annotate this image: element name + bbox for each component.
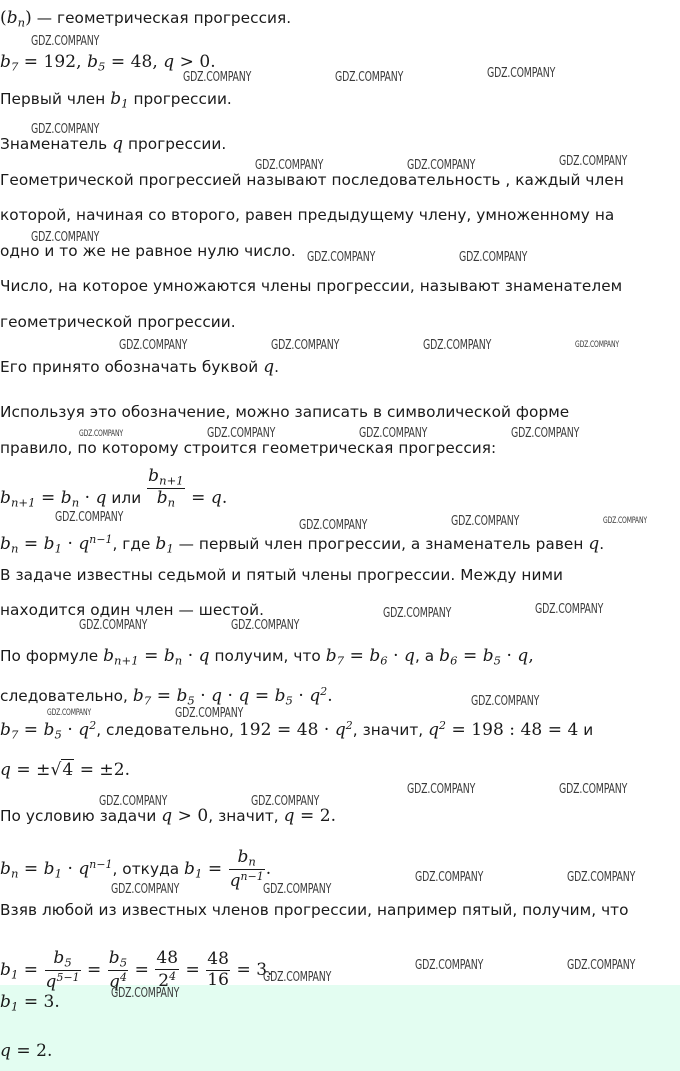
watermark: GDZ.COMPANY <box>263 882 332 897</box>
symbolic-line-2: правило, по которому строится геометрическая прогрессия: <box>0 439 497 457</box>
watermark: GDZ.COMPANY <box>175 706 244 721</box>
first-term-expression: $b_n = b_1 \cdot q^{n-1}$, откуда $b_1$ = $\frac{b_n}{q^{n-1}}$ . <box>0 847 272 891</box>
definition-line-3: одно и то же не равное нулю число. <box>0 242 296 260</box>
answer-box <box>0 985 680 1071</box>
watermark: GDZ.COMPANY <box>31 230 100 245</box>
watermark: GDZ.COMPANY <box>383 606 452 621</box>
substitution-line: $b_7 = b_5 \cdot q^2$, следовательно, $192 = 48 \cdot q^2$, значит, $q^2 = 198$ : 48 = 4 и <box>0 719 594 742</box>
b1-fraction: $\frac{b_n}{q^{n-1}}$ <box>229 847 264 891</box>
therefore-line: следовательно, $b_7 = b_5 \cdot q \cdot q = b_5 \cdot q^2$. <box>0 685 333 708</box>
watermark: GDZ.COMPANY <box>263 970 332 985</box>
watermark: GDZ.COMPANY <box>487 66 556 81</box>
watermark: GDZ.COMPANY <box>111 882 180 897</box>
q-roots: q = ±√4 = ±2. <box>0 760 131 780</box>
final-calculation: $b_1$ = $\frac{b_5}{q^{5-1}}$ = $\frac{b_5}{q^4}$ = $\frac{48}{2^4}$ = $\frac{48}{16}$ = 3. <box>0 948 273 992</box>
condition-line: По условию задачи q > 0, значит, q = 2. <box>0 806 337 826</box>
watermark: GDZ.COMPANY <box>567 870 636 885</box>
watermark: GDZ.COMPANY <box>559 782 628 797</box>
watermark: GDZ.COMPANY <box>511 426 580 441</box>
watermark: GDZ.COMPANY <box>47 708 91 718</box>
given-values: $b_7 = 192$, $b_5 = 48$, q > 0. <box>0 52 216 74</box>
watermark: GDZ.COMPANY <box>255 158 324 173</box>
watermark: GDZ.COMPANY <box>335 70 404 85</box>
watermark: GDZ.COMPANY <box>231 618 300 633</box>
watermark: GDZ.COMPANY <box>31 122 100 137</box>
watermark: GDZ.COMPANY <box>111 986 180 1001</box>
find-ratio: Знаменатель q прогрессии. <box>0 134 227 154</box>
watermark: GDZ.COMPANY <box>307 250 376 265</box>
watermark: GDZ.COMPANY <box>79 618 148 633</box>
watermark: GDZ.COMPANY <box>299 518 368 533</box>
recurrence-formula: $b_{n+1} = b_n \cdot q$ или $\frac{b_{n+1}}{b_n}$ = q. <box>0 466 228 510</box>
watermark: GDZ.COMPANY <box>603 516 647 526</box>
general-term-formula: $b_n = b_1 \cdot q^{n-1}$, где $b_1$ — первый член прогрессии, а знаменатель равен q. <box>0 533 605 556</box>
ratio-line-1: Число, на которое умножаются члены прогрессии, называют знаменателем <box>0 277 623 295</box>
any-term-line: Взяв любой из известных членов прогрессии, например пятый, получим, что <box>0 901 629 919</box>
watermark: GDZ.COMPANY <box>99 794 168 809</box>
watermark: GDZ.COMPANY <box>471 694 540 709</box>
watermark: GDZ.COMPANY <box>119 338 188 353</box>
watermark: GDZ.COMPANY <box>415 870 484 885</box>
known-terms-line-1: В задаче известны седьмой и пятый члены прогрессии. Между ними <box>0 566 564 584</box>
watermark: GDZ.COMPANY <box>451 514 520 529</box>
watermark: GDZ.COMPANY <box>459 250 528 265</box>
watermark: GDZ.COMPANY <box>567 958 636 973</box>
watermark: GDZ.COMPANY <box>55 510 124 525</box>
formula-application: По формуле $b_{n+1} = b_n \cdot q$ получим, что $b_7 = b_6 \cdot q$, а $b_6 = b_5 \cdot q$, <box>0 646 534 668</box>
watermark: GDZ.COMPANY <box>359 426 428 441</box>
watermark: GDZ.COMPANY <box>423 338 492 353</box>
watermark: GDZ.COMPANY <box>575 340 619 350</box>
definition-line-1: Геометрической прогрессией называют последовательность , каждый член <box>0 171 624 189</box>
watermark: GDZ.COMPANY <box>559 154 628 169</box>
ratio-fraction: $\frac{b_{n+1}}{b_n}$ <box>148 466 184 510</box>
watermark: GDZ.COMPANY <box>415 958 484 973</box>
watermark: GDZ.COMPANY <box>79 429 123 439</box>
definition-line-2: которой, начиная со второго, равен предыдущему члену, умноженному на <box>0 206 615 224</box>
watermark: GDZ.COMPANY <box>251 794 320 809</box>
watermark: GDZ.COMPANY <box>207 426 276 441</box>
watermark: GDZ.COMPANY <box>271 338 340 353</box>
watermark: GDZ.COMPANY <box>31 34 100 49</box>
watermark: GDZ.COMPANY <box>535 602 604 617</box>
answer-q: q = 2. <box>0 1041 53 1061</box>
notation-line: Его принято обозначать буквой q. <box>0 357 280 377</box>
answer-b1: $b_1 = 3$. <box>0 992 60 1014</box>
progression-definition: $(b_n)$ — геометрическая прогрессия. <box>0 8 292 30</box>
watermark: GDZ.COMPANY <box>407 782 476 797</box>
watermark: GDZ.COMPANY <box>183 70 252 85</box>
watermark: GDZ.COMPANY <box>407 158 476 173</box>
symbolic-line-1: Используя это обозначение, можно записать в символической форме <box>0 403 570 421</box>
known-terms-line-2: находится один член — шестой. <box>0 601 265 619</box>
ratio-line-2: геометрической прогрессии. <box>0 313 236 331</box>
find-first-term: Первый член $b_1$ прогрессии. <box>0 89 232 111</box>
